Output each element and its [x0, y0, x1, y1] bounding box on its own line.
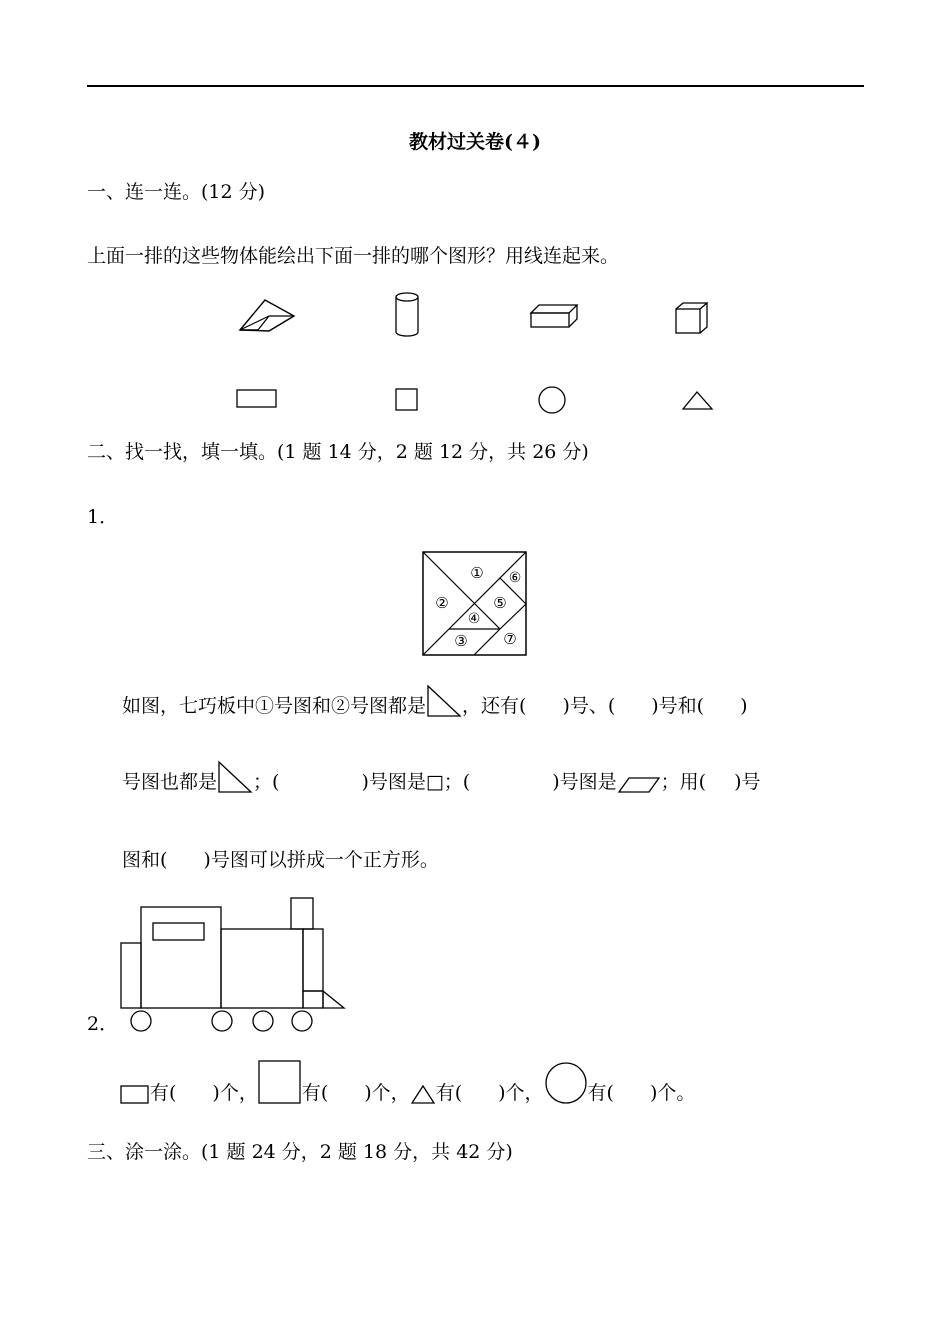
tangram-label-1: ①: [470, 564, 484, 582]
parallelogram-icon: [617, 776, 661, 794]
tangram-label-7: ⑦: [503, 630, 517, 648]
square-icon: [395, 388, 419, 412]
question2-line: 有( )个， 有( )个， 有( )个， 有( )个。: [120, 1060, 695, 1105]
tangram-label-4: ④: [467, 611, 481, 627]
triangle-icon: [410, 1083, 436, 1105]
question1-number: 1．: [87, 506, 119, 528]
cylinder-icon: [394, 291, 420, 339]
question1-line1: 如图，七巧板中①号图和②号图都是 ，还有( )号、( )号和( ): [122, 684, 748, 718]
header-rule: [87, 85, 864, 87]
section2-heading: 二、找一找，填一填。(1 题 14 分，2 题 12 分，共 26 分): [87, 441, 589, 463]
cube-icon: [674, 301, 710, 335]
question2-number: 2．: [87, 1013, 119, 1035]
rectangle-icon: [120, 1085, 150, 1105]
page-title: 教材过关卷(４): [409, 131, 541, 153]
train-figure: [118, 896, 348, 1034]
cuboid-icon: [529, 303, 581, 331]
section1-heading: 一、连一连。(12 分): [87, 181, 266, 203]
tangram-label-6: ⑥: [508, 570, 522, 586]
circle-icon: [544, 1061, 588, 1105]
section1-instruction: 上面一排的这些物体能绘出下面一排的哪个图形？用线连起来。: [87, 245, 620, 267]
section3-heading: 三、涂一涂。(1 题 24 分，2 题 18 分，共 42 分): [87, 1141, 513, 1163]
square-icon: [258, 1060, 302, 1105]
question1-line2: 号图也都是 ；( )号图是□；( )号图是 ；用( )号: [122, 760, 760, 794]
right-triangle-icon: [426, 684, 462, 718]
triangle-icon: [681, 389, 715, 411]
right-triangle-icon: [217, 760, 253, 794]
circle-icon: [537, 385, 567, 415]
tangram-label-5: ⑤: [493, 594, 507, 612]
tangram-label-3: ③: [454, 632, 468, 650]
question1-line3: 图和( )号图可以拼成一个正方形。: [122, 849, 439, 871]
rectangle-icon: [236, 389, 278, 409]
tangram-figure: [422, 551, 528, 657]
tangram-label-2: ②: [435, 594, 449, 612]
triangular-prism-icon: [238, 296, 298, 334]
